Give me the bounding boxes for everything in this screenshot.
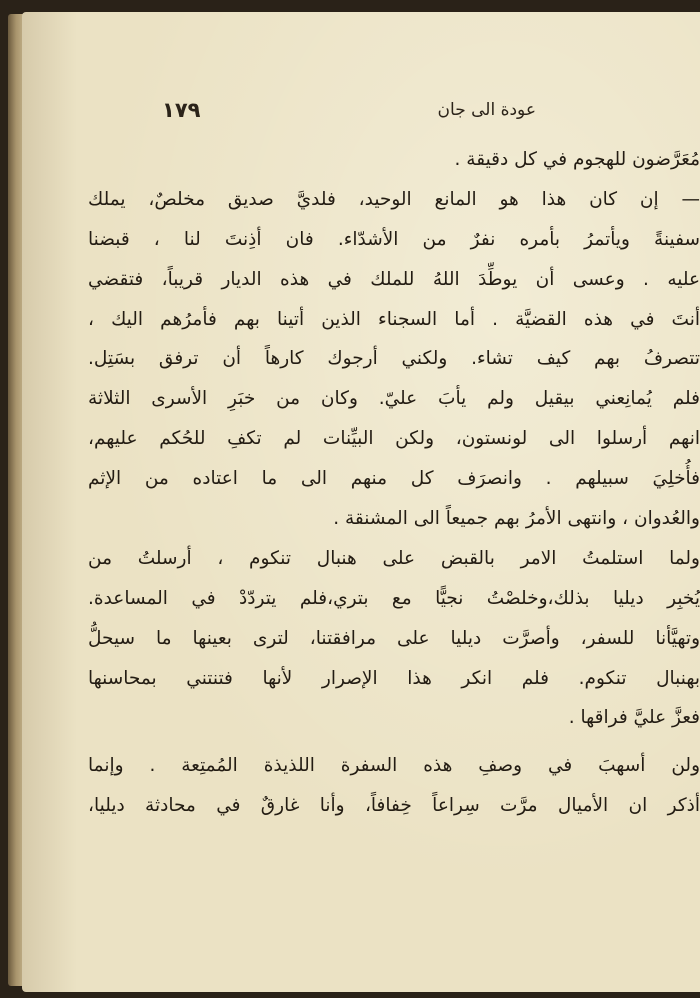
running-title: عودة الى جان: [437, 100, 536, 120]
text-line: تتصرفُ بهم كيف تشاء. ولكني أرجوك كارهاً أن ترفق بسَتِل.: [88, 348, 700, 370]
page-header: [162, 100, 700, 130]
text-line: فعزَّ عليَّ فراقها .: [568, 707, 700, 729]
text-line: يُخبِر ديليا بذلك،وخلصْتُ نجيًّا مع بتري،فلم يتردّدْ في المساعدة.: [88, 587, 700, 609]
text-line: ولن أسهبَ في وصفِ هذه السفرة اللذيذة المُمتِعة . وإنما: [88, 755, 700, 777]
text-line: عليه . وعسى أن يوطِّدَ اللهُ للملك في هذه الديار قريباً، فتقضي: [88, 268, 700, 290]
text-line: — إن كان هذا هو المانع الوحيد، فلديَّ صديق مخلصٌ، يملك: [88, 188, 700, 210]
text-line: سفينةً ويأتمرُ بأمره نفرٌ من الأشدّاء. فان أذِنتَ لنا ، قبضنا: [88, 228, 700, 250]
text-line: بهنبال تنكوم. فلم انكر هذا الإصرار لأنها فتنتني بمحاسنها: [88, 667, 700, 689]
book-page: [22, 12, 700, 992]
text-line: مُعَرَّضون للهجوم في كل دقيقة .: [454, 149, 700, 170]
text-line: أذكر ان الأميال مرَّت سِراعاً خِفافاً، وأنا غارقٌ في محادثة ديليا،: [88, 795, 700, 817]
page-number: ١٧٩: [162, 98, 201, 122]
body-text: [88, 140, 700, 826]
text-line: والعُدوان ، وانتهى الأمرُ بهم جميعاً الى المشنقة .: [333, 508, 700, 530]
text-line: وتهيَّأنا للسفر، وأصرَّت ديليا على مرافقتنا، لترى بعينها ما سيحلُّ: [88, 627, 700, 649]
text-line: فأُخلِيَ سبيلهم . وانصرَف كل منهم الى ما اعتاده من الإثم: [88, 468, 700, 490]
text-line: فلم يُمانِعني بيقيل ولم يأبَ عليّ. وكان من خبَرِ الأسرى الثلاثة: [88, 388, 700, 410]
text-line: ولما استلمتُ الامر بالقبض على هنبال تنكوم ، أرسلتُ من: [88, 547, 700, 569]
text-line: أنتَ في هذه القضيَّة . أما السجناء الذين أتينا بهم فأمرُهم اليك ،: [88, 308, 700, 330]
text-line: انهم أرسلوا الى لونستون، ولكن البيِّنات لم تكفِ للحُكم عليهم،: [88, 428, 700, 450]
